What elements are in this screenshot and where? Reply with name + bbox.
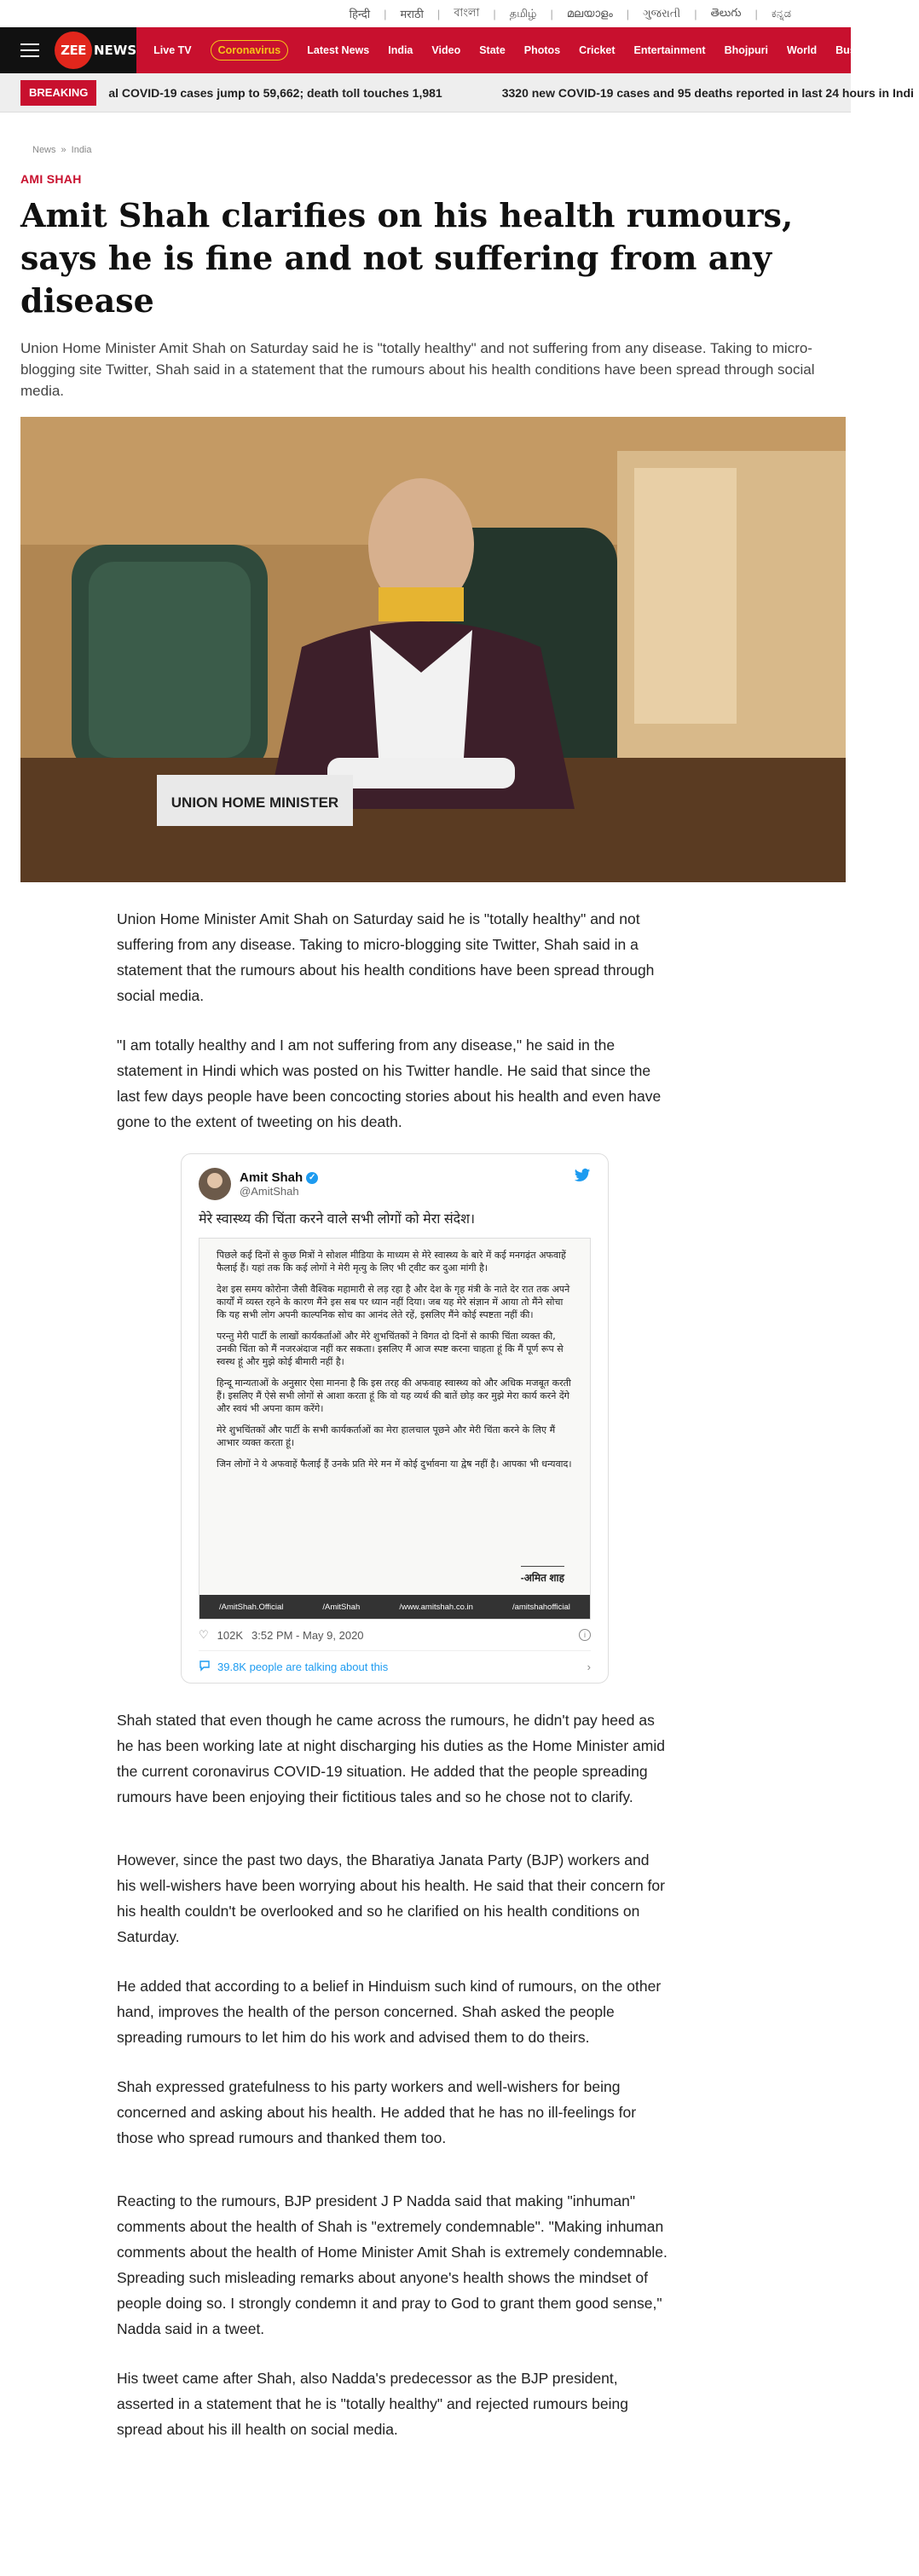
article-paragraph: He added that according to a belief in Hinduism such kind of rumours, on the other hand, improves the health of the person concerned. Shah asked the people spreading rumours to let him do his work and advised them to do theirs. xyxy=(117,1978,662,2046)
tweet-timestamp[interactable]: 3:52 PM - May 9, 2020 xyxy=(251,1628,364,1642)
ticker-item[interactable]: al COVID-19 cases jump to 59,662; death toll touches 1,981 xyxy=(108,85,442,100)
statement-signature: -अमित शाह xyxy=(521,1566,564,1585)
nav-item-world[interactable]: World xyxy=(786,44,818,56)
tweet-text: मेरे स्वास्थ्य की चिंता करने वाले सभी लोगों को मेरा संदेश। xyxy=(199,1212,476,1227)
article-paragraph: His tweet came after Shah, also Nadda's predecessor as the BJP president, asserted in a statement that he is "totally healthy" and rejected rumours being spread about his ill health on social media. xyxy=(117,2370,628,2438)
breadcrumb-section[interactable]: India xyxy=(71,145,92,155)
language-link[interactable]: বাংলা xyxy=(454,5,480,19)
nav-item-entertainment[interactable]: Entertainment xyxy=(633,44,706,56)
statement-paragraph: मेरे शुभचिंतकों और पार्टी के सभी कार्यकर्ताओं का मेरा हालचाल पूछने और मेरी चिंता करने के लिए मैं आभार व्यक्त करता हूं। xyxy=(217,1424,556,1448)
nav-item-coronavirus[interactable]: Coronavirus xyxy=(211,40,289,61)
tweet-image[interactable] xyxy=(199,1238,591,1620)
language-link[interactable]: മലയാളം xyxy=(566,7,613,20)
instagram-handle: /amitshahofficial xyxy=(512,1602,570,1612)
breadcrumb xyxy=(0,113,851,155)
statement-paragraph: परन्तु मेरी पार्टी के लाखों कार्यकर्ताओं और मेरे शुभचिंतकों ने विगत दो दिनों से काफी चिंता व्यक्त की, उनकी चिंता को मैं नजरअंदाज नहीं कर सकता। इसलिए मैं आज स्पष्ट करना चाहता हूं कि मैं पूर्ण रूप से स्वस्थ हूं और मुझे कोई बीमारी नहीं है। xyxy=(217,1331,564,1367)
info-icon[interactable]: i xyxy=(579,1629,591,1641)
breadcrumb-home[interactable]: News xyxy=(32,145,56,155)
language-link[interactable]: मराठी xyxy=(400,8,424,20)
language-link[interactable]: हिन्दी xyxy=(349,8,371,20)
tweet-likes[interactable]: 102K xyxy=(217,1628,244,1642)
verified-badge-icon: ✓ xyxy=(306,1172,318,1184)
nav-item-latest-news[interactable]: Latest News xyxy=(307,44,370,56)
section-tag[interactable]: AMI SHAH xyxy=(20,172,82,186)
speech-bubble-icon xyxy=(199,1660,211,1674)
article-paragraph: Union Home Minister Amit Shah on Saturday said he is "totally healthy" and not suffering from any disease. Taking to micro-blogging site Twitter, Shah said in a statement that the rumours about his health conditions have been spread through social media. xyxy=(117,910,655,1004)
ticker-items xyxy=(108,86,914,100)
hamburger-menu-icon[interactable] xyxy=(20,43,39,57)
article-paragraph: "I am totally healthy and I am not suffering from any disease," he said in the statement in Hindi which was posted on his Twitter handle. He said that since the last few days people have been concocting stories about his health and even have gone to the extent of tweeting on his death. xyxy=(117,1037,662,1130)
breaking-news-ticker xyxy=(0,73,914,113)
chevron-right-icon: › xyxy=(587,1661,591,1673)
article-standfirst: Union Home Minister Amit Shah on Saturday said he is "totally healthy" and not suffering from any disease. Taking to micro-blogging site Twitter, Shah said in a statement that the rumours about his health conditions have been spread through social media. xyxy=(20,340,815,399)
breaking-label: BREAKING xyxy=(20,80,96,106)
site-logo[interactable] xyxy=(55,32,136,69)
website-handle: /www.amitshah.co.in xyxy=(399,1602,473,1612)
article-paragraph: Shah expressed gratefulness to his party workers and well-wishers for being concerned and asking about his health. He added that he has no ill-feelings for those who spread rumours and thanked them too. xyxy=(117,2078,637,2146)
facebook-handle: /AmitShah.Official xyxy=(219,1602,284,1612)
tweet-conversation-link[interactable] xyxy=(199,1660,591,1674)
logo-mark: ZEE xyxy=(55,32,92,69)
language-link[interactable]: తెలుగు xyxy=(710,5,742,19)
social-handles-strip xyxy=(199,1595,590,1619)
tweet-handle[interactable]: @AmitShah xyxy=(240,1185,299,1198)
article-paragraph: Shah stated that even though he came across the rumours, he didn't pay heed as he has been working late at night discharging his duties as the Home Minister amid the current coronavirus COVID-19 situation. He added that the people spreading rumours have been enjoying their fictitious tales and so he chose not to clarify. xyxy=(117,1712,665,1805)
hero-illustration xyxy=(20,417,846,882)
hero-nameplate: UNION HOME MINISTER xyxy=(171,794,339,811)
logo-text: NEWS xyxy=(94,43,137,58)
nav-item-video[interactable]: Video xyxy=(431,44,461,56)
tweet-meta xyxy=(199,1628,591,1651)
nav-item-state[interactable]: State xyxy=(479,44,506,56)
nav-brand-area xyxy=(0,27,136,73)
language-link[interactable]: ગુજરાતી xyxy=(643,7,681,20)
nav-item-india[interactable]: India xyxy=(388,44,413,56)
article-paragraph: Reacting to the rumours, BJP president J P Nadda said that making "inhuman" comments about the health of Shah is "extremely condemnable". "Making inhuman comments about the health of Home Minister Amit Shah is extremely condemnable. Spreading such misleading remarks about anyone's health shows the mindset of people doing so. I strongly condemn it and pray to God to grant them good sense," Nadda said in a tweet. xyxy=(117,2192,668,2337)
tweet-header xyxy=(199,1168,591,1200)
article-body xyxy=(117,906,671,2442)
nav-item-tech[interactable]: Tec xyxy=(901,44,919,56)
tweet-author[interactable] xyxy=(240,1170,318,1185)
statement-paragraph: पिछले कई दिनों से कुछ मित्रों ने सोशल मीडिया के माध्यम से मेरे स्वास्थ्य के बारे में कई मनगढ़ंत अफवाहें फैलाई हैं। यहां तक कि कई लोगों ने मेरी मृत्यु के लिए भी ट्वीट कर दुआ मांगी है। xyxy=(217,1250,566,1274)
breadcrumb-separator: » xyxy=(61,145,66,155)
nav-item-bhojpuri[interactable]: Bhojpuri xyxy=(724,44,768,56)
main-navbar xyxy=(0,27,919,73)
twitter-bird-icon[interactable] xyxy=(574,1168,591,1188)
heart-icon[interactable]: ♡ xyxy=(199,1628,209,1641)
ticker-item[interactable]: 3320 new COVID-19 cases and 95 deaths reported in last 24 hours in Indi xyxy=(501,85,914,100)
tweet-talking-count: 39.8K people are talking about this xyxy=(217,1661,389,1673)
tweet-author-name: Amit Shah xyxy=(240,1170,303,1185)
language-link[interactable]: ಕನ್ನಡ xyxy=(771,7,791,20)
nav-item-live-tv[interactable]: Live TV xyxy=(153,44,192,56)
language-bar: हिन्दी | मराठी | বাংলা | தமிழ் | മലയാളം | ગુજરાતી | తెలుగు | ಕನ್ನಡ xyxy=(0,0,851,27)
article-paragraph: However, since the past two days, the Bharatiya Janata Party (BJP) workers and his well-wishers have been worrying about his health. He said that their concern for his health couldn't be overlooked and so he clarified on his health conditions on Saturday. xyxy=(117,1851,665,1945)
statement-paragraph: जिन लोगों ने ये अफवाहें फैलाई हैं उनके प्रति मेरे मन में कोई दुर्भावना या द्वेष नहीं है। आपका भी धन्यवाद। xyxy=(217,1458,572,1470)
twitter-handle: /AmitShah xyxy=(322,1602,361,1612)
hero-image xyxy=(20,417,846,882)
nav-item-business[interactable]: Business xyxy=(835,44,883,56)
avatar[interactable] xyxy=(199,1168,231,1200)
statement-paragraph: हिन्दू मान्यताओं के अनुसार ऐसा मानना है कि इस तरह की अफवाह स्वास्थ्य को और अधिक मजबूत करती हैं। इसलिए मैं ऐसे सभी लोगों से आशा करता हूं कि वो यह व्यर्थ की बातें छोड़ कर मुझे मेरा कार्य करने देंगे और स्वयं भी अपना काम करेंगे। xyxy=(217,1378,571,1414)
nav-item-cricket[interactable]: Cricket xyxy=(579,44,616,56)
statement-paragraph: देश इस समय कोरोना जैसी वैश्विक महामारी से लड़ रहा है और देश के गृह मंत्री के नाते देर रात तक अपने कार्यों में व्यस्त रहने के कारण मैंने इस सब पर ध्यान नहीं दिया। जब यह मेरे संज्ञान में आया तो मैंने सोचा कि यह सभी लोग अपनी काल्पनिक सोच का आनंद लेते रहें, इसलिए मैंने कोई स्पष्टता नहीं की। xyxy=(217,1284,570,1320)
article-headline: Amit Shah clarifies on his health rumours, says he is fine and not suffering from any disease xyxy=(20,196,794,320)
embedded-tweet[interactable] xyxy=(181,1153,609,1684)
language-link[interactable]: தமிழ் xyxy=(509,6,537,20)
nav-item-photos[interactable]: Photos xyxy=(523,44,561,56)
nav-menu xyxy=(136,40,919,61)
